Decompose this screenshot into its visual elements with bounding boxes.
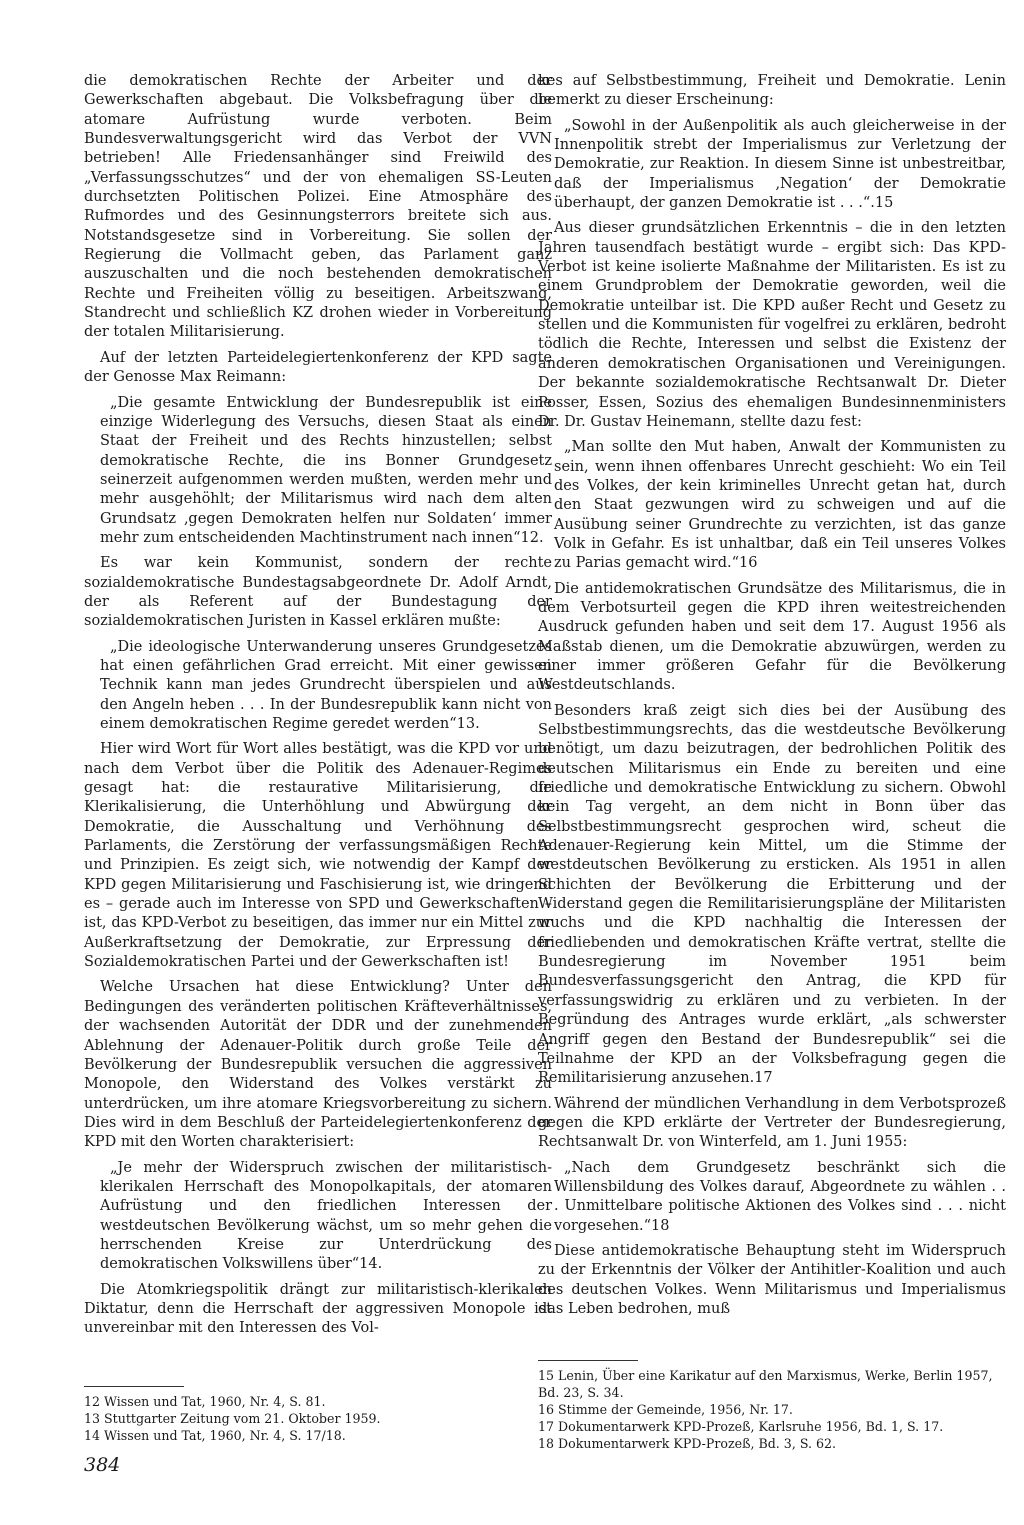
paragraph: Welche Ursachen hat diese Entwicklung? Unter den Bedingungen des veränderten politischen Kräfteverhältnisses, der wachsenden Autorität der DDR und der zunehmenden Ablehnung der Adenauer-Politik durch große Teile der Bevölkerung der Bundesrepublik versuchen die aggressiven Monopole, den Widerstand des Volkes verstärkt zu unterdrücken, um ihre atomare Kriegsvorbereitung zu sichern. Dies wird in dem Beschluß der Parteidelegiertenkonferenz der KPD mit den Worten charakterisiert: — [84, 979, 552, 1151]
footnote: 13 Stuttgarter Zeitung vom 21. Oktober 1959. — [84, 1411, 381, 1426]
footnote: 12 Wissen und Tat, 1960, Nr. 4, S. 81. — [84, 1394, 326, 1409]
block-quote: „Je mehr der Widerspruch zwischen der militaristisch-klerikalen Herrschaft des Monopolkapitals, der atomaren Aufrüstung und den friedlichen Interessen der westdeutschen Bevölkerung wächst, um so mehr gehen die herrschenden Kreise zur Unterdrückung des demokratischen Volkswillens über“14. — [100, 1159, 552, 1273]
paragraph: Hier wird Wort für Wort alles bestätigt, was die KPD vor und nach dem Verbot über die Politik des Adenauer-Regimes gesagt hat: die restaurative Militarisierung, die Klerikalisierung, die Unterhöhlung und Abwürgung der Demokratie, die Ausschaltung und Verhöhnung des Parlaments, die Zerstörung der verfassungsmäßigen Rechte und Prinzipien. Es zeigt sich, wie notwendig der Kampf der KPD gegen Militarisierung und Faschisierung ist, wie dringend es – gerade auch im Interesse von SPD und Gewerkschaften – ist, das KPD-Verbot zu beseitigen, das immer nur ein Mittel zur Außerkraftsetzung der Demokratie, zur Erpressung der Sozialdemokratischen Partei und der Gewerkschaften ist! — [84, 741, 552, 971]
paragraph: kes auf Selbstbestimmung, Freiheit und Demokratie. Lenin bemerkt zu dieser Erscheinung: — [538, 73, 1006, 109]
footnote-separator — [538, 1360, 638, 1361]
text-column-right — [538, 72, 1006, 1325]
footnote: 14 Wissen und Tat, 1960, Nr. 4, S. 17/18. — [84, 1428, 346, 1443]
paragraph: Die antidemokratischen Grundsätze des Militarismus, die in dem Verbotsurteil gegen die KPD ihren weitestreichenden Ausdruck gefunden haben und seit dem 17. August 1956 als Maßstab dienen, um die Demokratie abzuwürgen, werden zu einer immer größeren Gefahr für die Bevölkerung Westdeutschlands. — [538, 580, 1006, 694]
footnotes-left — [84, 1386, 552, 1444]
text-column-left — [84, 72, 552, 1345]
paragraph: Auf der letzten Parteidelegiertenkonferenz der KPD sagte der Genosse Max Reimann: — [84, 349, 552, 386]
footnote: 16 Stimme der Gemeinde, 1956, Nr. 17. — [538, 1402, 793, 1417]
footnote: 17 Dokumentarwerk KPD-Prozeß, Karlsruhe 1956, Bd. 1, S. 17. — [538, 1419, 944, 1434]
page-number: 384 — [84, 1454, 121, 1476]
paragraph: Besonders kraß zeigt sich dies bei der Ausübung des Selbstbestimmungsrechts, das die westdeutsche Bevölkerung benötigt, um dazu beizutragen, der bedrohlichen Politik des deutschen Militarismus ein Ende zu bereiten und eine friedliche und demokratische Entwicklung zu sichern. Obwohl kein Tag vergeht, an dem nicht in Bonn über das Selbstbestimmungsrecht gesprochen wird, scheut die Adenauer-Regierung kein Mittel, um die Stimme der westdeutschen Bevölkerung zu ersticken. Als 1951 in allen Schichten der Bevölkerung die Erbitterung und der Widerstand gegen die Remilitarisierungspläne der Militaristen wuchs und die KPD nachhaltig die Interessen der friedliebenden und demokratischen Kräfte vertrat, stellte die Bundesregierung im November 1951 beim Bundesverfassungsgericht den Antrag, die KPD für verfassungswidrig zu erklären und zu verbieten. In der Begründung des Antrages wurde erklärt, „als schwerster Angriff gegen den Bestand der Bundesrepublik“ sei die Teilnahme der KPD an der Volksbefragung gegen die Remilitarisierung anzusehen.17 — [538, 702, 1006, 1087]
footnote-separator — [84, 1386, 184, 1387]
block-quote: „Man sollte den Mut haben, Anwalt der Kommunisten zu sein, wenn ihnen offenbares Unrecht geschieht: Wo ein Teil des Volkes, der kein kriminelles Unrecht getan hat, durch den Staat gezwungen wird zu schweigen und auf die Ausübung seiner Grundrechte zu verzichten, ist das ganze Volk in Gefahr. Es ist unhaltbar, daß ein Teil unseres Volkes zu Parias gemacht wird.“16 — [554, 439, 1006, 572]
block-quote: „Nach dem Grundgesetz beschränkt sich die Willensbildung des Volkes darauf, Abgeordnete zu wählen . . . Unmittelbare politische Aktionen des Volkes sind . . . nicht vorgesehen.“18 — [554, 1159, 1006, 1234]
paragraph: Während der mündlichen Verhandlung in dem Verbotsprozeß gegen die KPD erklärte der Vertreter der Bundesregierung, Rechtsanwalt Dr. von Winterfeld, am 1. Juni 1955: — [538, 1095, 1006, 1151]
footnotes-right — [538, 1360, 1006, 1452]
paragraph: Die Atomkriegspolitik drängt zur militaristisch-klerikalen Diktatur, denn die Herrschaft der aggressiven Monopole ist unvereinbar mit den Interessen des Vol- — [84, 1281, 552, 1337]
paragraph: Aus dieser grundsätzlichen Erkenntnis – die in den letzten Jahren tausendfach bestätigt wurde – ergibt sich: Das KPD-Verbot ist keine isolierte Maßnahme der Militaristen. Es ist zu einem Grundproblem der Demokratie geworden, weil die Demokratie unteilbar ist. Die KPD außer Recht und Gesetz zu stellen und die Kommunisten für vogelfrei zu erklären, bedroht tödlich die Rechte, Interessen und selbst die Existenz der anderen demokratischen Organisationen und Vereinigungen. Der bekannte sozialdemokratische Rechtsanwalt Dr. Dieter Posser, Essen, Sozius des ehemaligen Bundesinnenministers Dr. Dr. Gustav Heinemann, stellte dazu fest: — [538, 220, 1006, 430]
paragraph: die demokratischen Rechte der Arbeiter und der Gewerkschaften abgebaut. Die Volksbefragung über die atomare Aufrüstung wurde verboten. Beim Bundesverwaltungsgericht wird das Verbot der VVN betrieben! Alle Friedensanhänger sind Freiwild des „Verfassungsschutzes“ und der von ehemaligen SS-Leuten durchsetzten Politischen Polizei. Eine Atmosphäre des Rufmordes und des Gesinnungsterrors breitete sich aus. Notstandsgesetze sind in Vorbereitung. Sie sollen der Regierung die Vollmacht geben, das Parlament ganz auszuschalten und die noch bestehenden demokratischen Rechte und Freiheiten völlig zu beseitigen. Arbeitszwang, Standrecht und schließlich KZ drohen wieder in Vorbereitung der totalen Militarisierung. — [84, 73, 552, 341]
paragraph: Diese antidemokratische Behauptung steht im Widerspruch zu der Erkenntnis der Völker der Antihitler-Koalition und auch des deutschen Volkes. Wenn Militarismus und Imperialismus das Leben bedrohen, muß — [538, 1242, 1006, 1317]
block-quote: „Sowohl in der Außenpolitik als auch gleicherweise in der Innenpolitik strebt der Imperialismus zur Verletzung der Demokratie, zur Reaktion. In diesem Sinne ist unbestreitbar, daß der Imperialismus ‚Negation‘ der Demokratie überhaupt, der ganzen Demokratie ist . . .“.15 — [554, 117, 1006, 212]
block-quote: „Die gesamte Entwicklung der Bundesrepublik ist eine einzige Widerlegung des Versuchs, diesen Staat als einen Staat der Freiheit und des Rechts hinzustellen; selbst demokratische Rechte, die ins Bonner Grundgesetz seinerzeit aufgenommen werden mußten, werden mehr und mehr ausgehöhlt; der Militarismus wird nach dem alten Grundsatz ‚gegen Demokraten helfen nur Soldaten‘ immer mehr zum entscheidenden Machtinstrument nach innen“12. — [100, 394, 552, 546]
block-quote: „Die ideologische Unterwanderung unseres Grundgesetzes hat einen gefährlichen Grad erreicht. Mit einer gewissen Technik kann man jedes Grundrecht überspielen und aus den Angeln heben . . . In der Bundesrepublik kann nicht von einem demokratischen Regime geredet werden“13. — [100, 638, 552, 732]
footnote: 15 Lenin, Über eine Karikatur auf den Marxismus, Werke, Berlin 1957, Bd. 23, S. 34. — [538, 1368, 993, 1400]
footnote: 18 Dokumentarwerk KPD-Prozeß, Bd. 3, S. 62. — [538, 1436, 837, 1451]
paragraph: Es war kein Kommunist, sondern der rechte sozialdemokratische Bundestagsabgeordnete Dr. Adolf Arndt, der als Referent auf der Bundestagung der sozialdemokratischen Juristen in Kassel erklären mußte: — [84, 555, 552, 630]
